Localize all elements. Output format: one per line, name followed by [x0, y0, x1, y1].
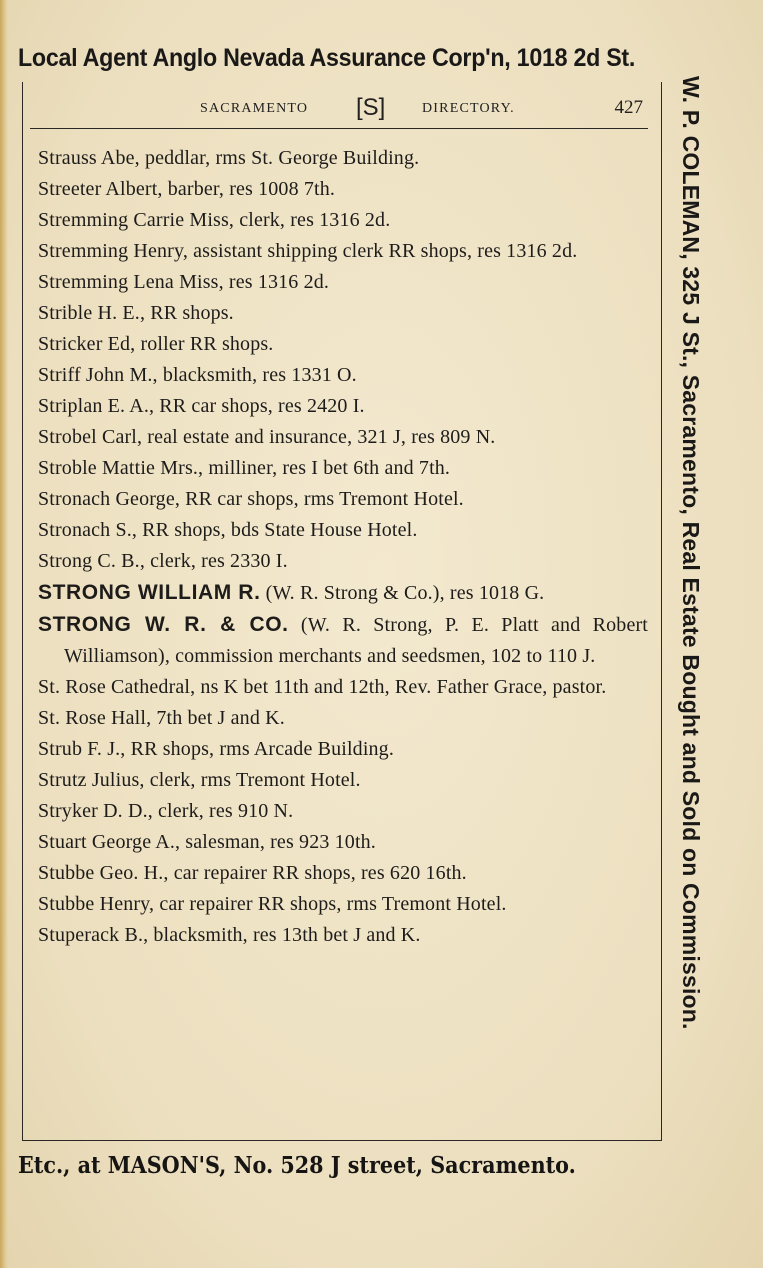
directory-entry: [38, 267, 648, 298]
entry-text: (W. R. Strong, P. E. Platt and Robert Williamson), commission merchants and seedsmen, 102 to 110 J.: [64, 614, 648, 667]
directory-entry: [38, 205, 648, 236]
page-spine-edge: [0, 0, 8, 1268]
directory-entry: [38, 734, 648, 765]
directory-entry: [38, 515, 648, 546]
entry-text: Stuperack B., blacksmith, res 13th bet J and K.: [38, 924, 421, 946]
entry-text: (W. R. Strong & Co.), res 1018 G.: [265, 582, 545, 604]
header-rule: [30, 128, 648, 129]
directory-entry: [38, 298, 648, 329]
directory-entry: [38, 827, 648, 858]
entry-text: Stubbe Henry, car repairer RR shops, rms Tremont Hotel.: [38, 893, 507, 915]
entry-bold-name: STRONG WILLIAM R.: [38, 581, 261, 604]
entry-text: Streeter Albert, barber, res 1008 7th.: [38, 178, 336, 200]
side-advertisement-banner: W. P. COLEMAN, 325 J St., Sacramento, Real Estate Bought and Sold on Commission.: [678, 76, 704, 1030]
directory-entry: [38, 796, 648, 827]
directory-entry: [38, 422, 648, 453]
entry-text: Stubbe Geo. H., car repairer RR shops, res 620 16th.: [38, 862, 467, 884]
entry-text: Strobel Carl, real estate and insurance, 321 J, res 809 N.: [38, 426, 496, 448]
entry-text: Striplan E. A., RR car shops, res 2420 I.: [38, 395, 365, 417]
directory-entry: [38, 889, 648, 920]
directory-entry: [38, 577, 648, 609]
bottom-advertisement-banner: Etc., at MASON'S, No. 528 J street, Sacramento.: [18, 1152, 576, 1179]
entry-text: Stronach S., RR shops, bds State House Hotel.: [38, 519, 418, 541]
entry-text: St. Rose Hall, 7th bet J and K.: [38, 707, 285, 729]
entry-text: Stricker Ed, roller RR shops.: [38, 333, 274, 355]
header-section-letter: [S]: [356, 94, 386, 121]
directory-entry: [38, 765, 648, 796]
entry-text: Striff John M., blacksmith, res 1331 O.: [38, 364, 357, 386]
directory-entry: [38, 391, 648, 422]
entry-text: Stremming Lena Miss, res 1316 2d.: [38, 271, 330, 293]
entry-bold-name: STRONG W. R. & CO.: [38, 613, 289, 636]
entry-text: Strauss Abe, peddlar, rms St. George Building.: [38, 147, 420, 169]
directory-entry: [38, 143, 648, 174]
directory-entry: [38, 703, 648, 734]
directory-entry: [38, 672, 648, 703]
entry-text: Strible H. E., RR shops.: [38, 302, 234, 324]
header-city: SACRAMENTO: [200, 101, 309, 116]
entry-text: Strong C. B., clerk, res 2330 I.: [38, 550, 288, 572]
entry-text: Stroble Mattie Mrs., milliner, res I bet 6th and 7th.: [38, 457, 451, 479]
entry-text: Strutz Julius, clerk, rms Tremont Hotel.: [38, 769, 361, 791]
top-advertisement-banner: Local Agent Anglo Nevada Assurance Corp'n, 1018 2d St.: [18, 44, 636, 72]
header-directory: DIRECTORY.: [422, 101, 515, 116]
entry-text: Stremming Henry, assistant shipping clerk RR shops, res 1316 2d.: [38, 240, 578, 262]
entry-text: Stryker D. D., clerk, res 910 N.: [38, 800, 294, 822]
directory-entry: [38, 609, 648, 672]
entry-text: Stremming Carrie Miss, clerk, res 1316 2d.: [38, 209, 391, 231]
page-number: 427: [614, 97, 643, 118]
entry-text: Strub F. J., RR shops, rms Arcade Building.: [38, 738, 394, 760]
directory-entry: [38, 236, 648, 267]
directory-entry: [38, 360, 648, 391]
directory-entry: [38, 484, 648, 515]
directory-entry: [38, 329, 648, 360]
entry-text: Stronach George, RR car shops, rms Tremont Hotel.: [38, 488, 464, 510]
running-header: [30, 94, 645, 124]
directory-entry: [38, 546, 648, 577]
entry-text: St. Rose Cathedral, ns K bet 11th and 12th, Rev. Father Grace, pastor.: [38, 676, 607, 698]
entry-text: Stuart George A., salesman, res 923 10th.: [38, 831, 376, 853]
directory-entry: [38, 453, 648, 484]
directory-entry: [38, 174, 648, 205]
directory-entry: [38, 920, 648, 951]
directory-entry: [38, 858, 648, 889]
directory-entries: [38, 143, 648, 951]
